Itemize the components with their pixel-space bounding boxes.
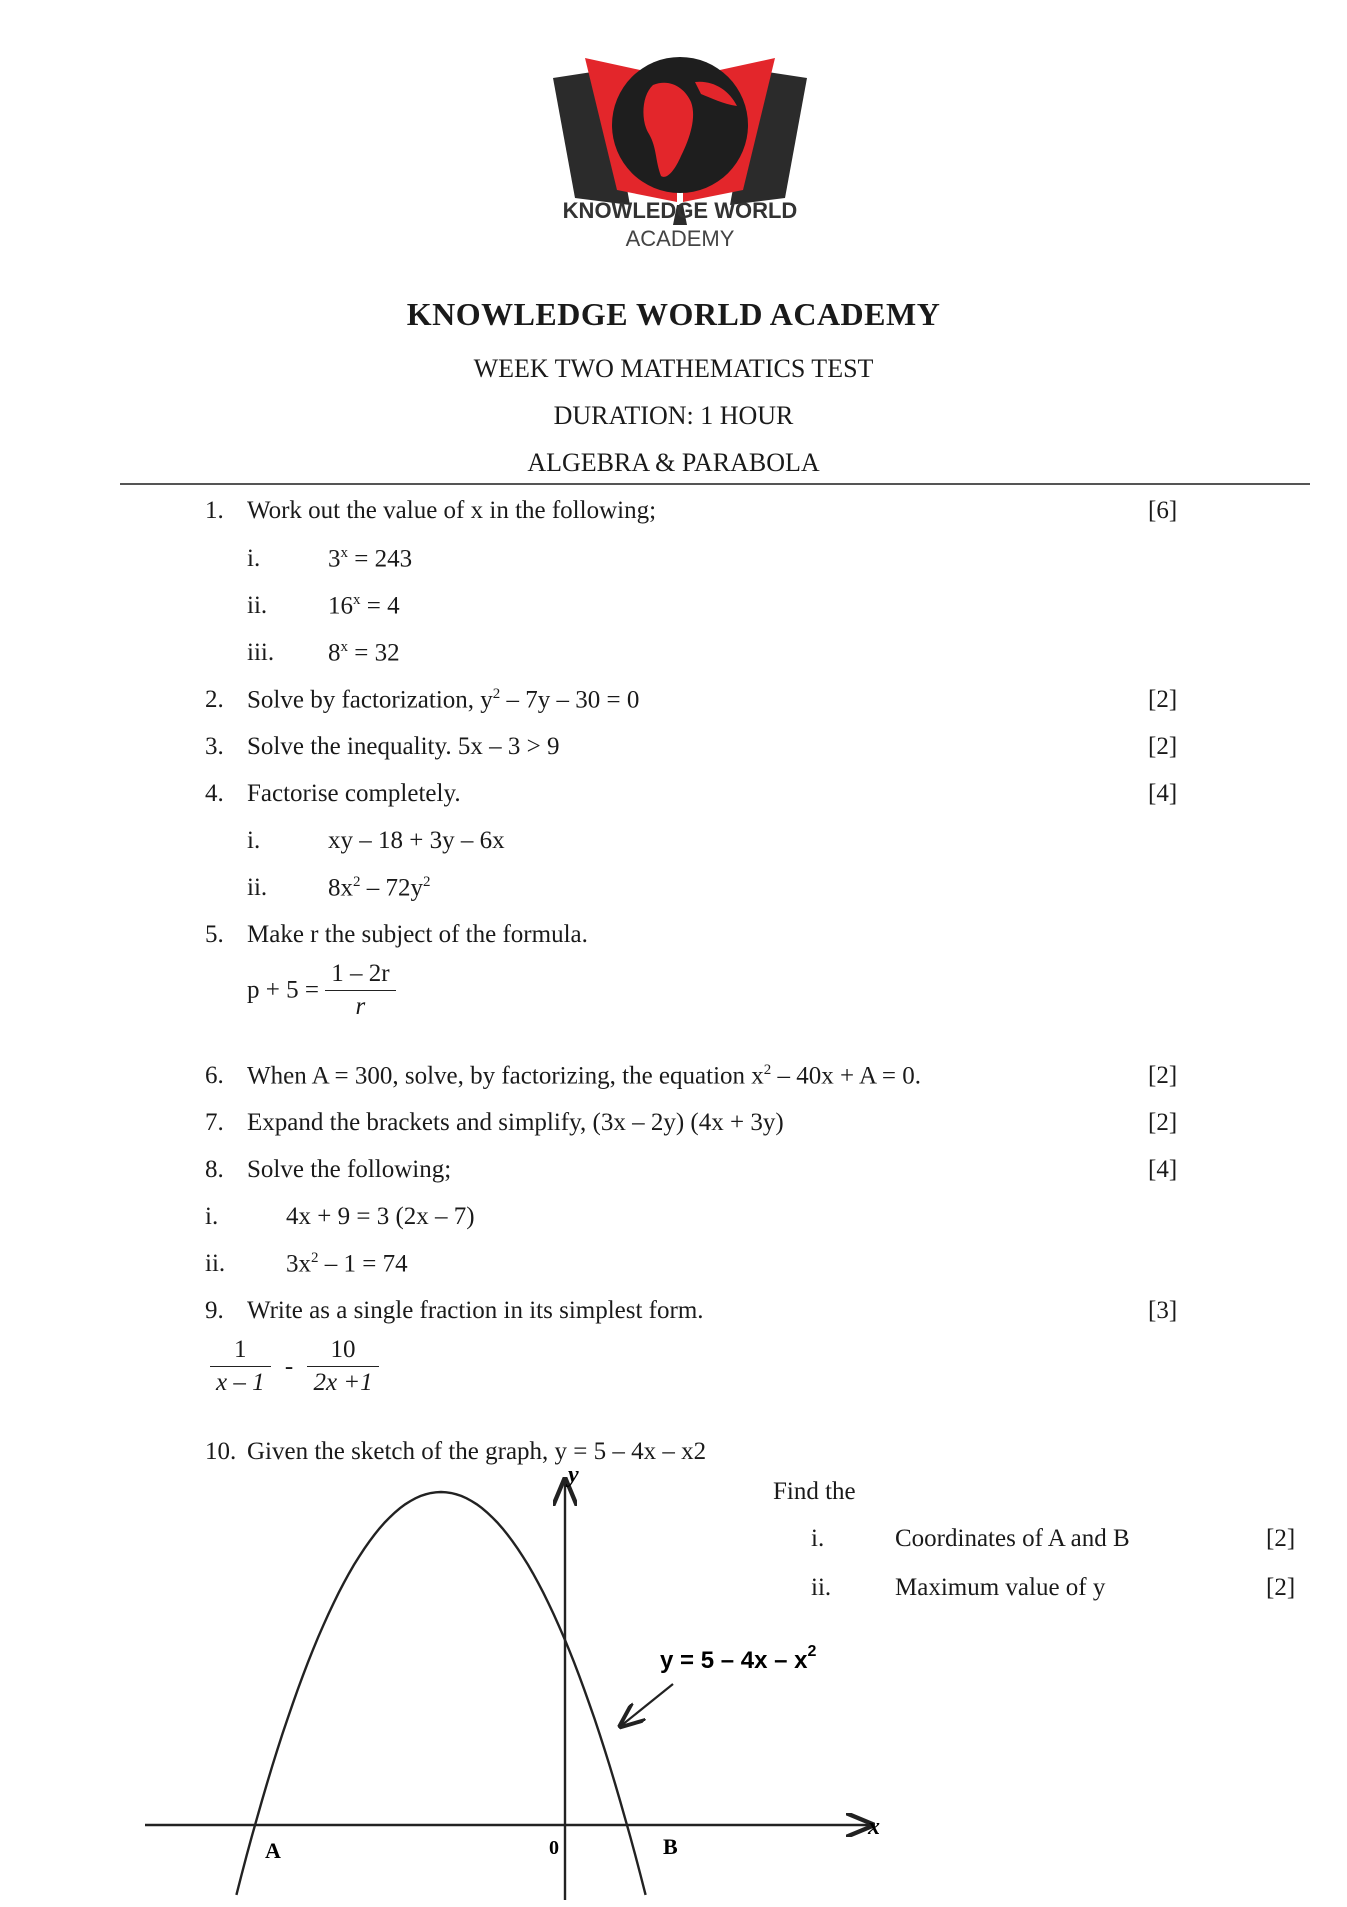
question-1-text: Work out the value of x in the following; [247, 497, 657, 524]
y-axis-label: y [568, 1470, 579, 1488]
point-a-label: A [265, 1838, 281, 1863]
origin-label: 0 [549, 1837, 559, 1859]
question-4-part-1-expr: xy – 18 + 3y – 6x [328, 827, 505, 854]
question-7-text: Expand the brackets and simplify, (3x – 2y) (4x + 3y) [247, 1109, 784, 1136]
question-6-text: When A = 300, solve, by factorizing, the equation $x^2 - 40x + A = 0$. [247, 1062, 922, 1090]
question-8-text: Solve the following; [247, 1156, 452, 1183]
question-1-part-2-expr: 16$^x$ = 4 [328, 592, 400, 620]
parabola-curve [236, 1492, 645, 1895]
question-7-marks: [2] [1148, 1109, 1178, 1136]
question-9-marks: [3] [1148, 1297, 1178, 1324]
question-4-part-2-expr: $8x^2 - 72y^2$ [328, 874, 431, 902]
question-4-marks: [4] [1148, 780, 1178, 807]
question-1-part-1-label: i. [247, 545, 261, 572]
question-8-number: 8. [205, 1156, 224, 1183]
question-4-part-2-label: ii. [247, 874, 268, 901]
question-9-number: 9. [205, 1297, 224, 1324]
question-10-part-1-label: i. [811, 1525, 825, 1552]
question-1-part-2-label: ii. [247, 592, 268, 619]
question-8-marks: [4] [1148, 1156, 1178, 1183]
logo-text-line2: ACADEMY [625, 226, 735, 251]
x-axis-label: x [868, 1814, 880, 1840]
question-6-marks: [2] [1148, 1062, 1178, 1089]
question-10-part-1-text: Coordinates of A and B [895, 1525, 1130, 1552]
question-10-part-2-text: Maximum value of y [895, 1574, 1106, 1601]
question-10-number: 10. [205, 1438, 237, 1465]
question-6-number: 6. [205, 1062, 224, 1089]
question-3-marks: [2] [1148, 733, 1178, 760]
question-4-text: Factorise completely. [247, 780, 461, 807]
question-4-part-1-label: i. [247, 827, 261, 854]
parabola-graph [140, 1470, 900, 1900]
curve-equation-label: $y = 5 - 4x - x^2$ [660, 1643, 817, 1674]
question-5-number: 5. [205, 921, 224, 948]
question-2-text: Solve by factorization, $y^2 - 7y - 30 = 0$ [247, 686, 640, 714]
question-2-marks: [2] [1148, 686, 1178, 713]
school-name: KNOWLEDGE WORLD ACADEMY [406, 296, 941, 332]
test-topic: ALGEBRA & PARABOLA [527, 448, 820, 477]
question-8-part-2-label: ii. [205, 1250, 226, 1277]
question-9-fractions: $\frac{1}{x - 1}$ - $\frac{10}{2x +1}$ [210, 1336, 379, 1397]
question-7-number: 7. [205, 1109, 224, 1136]
question-1-part-3-expr: 8$^x$ = 32 [328, 639, 400, 667]
question-5-formula: p + 5 = $\frac{1 - 2r}{r}$ [247, 960, 396, 1021]
question-10-part-1-marks: [2] [1266, 1525, 1296, 1552]
curve-pointer-arrow [622, 1684, 673, 1725]
question-4-number: 4. [205, 780, 224, 807]
question-3-text: Solve the inequality. 5x – 3 > 9 [247, 733, 560, 760]
question-1-number: 1. [205, 497, 224, 524]
question-10-part-2-label: ii. [811, 1574, 832, 1601]
point-b-label: B [663, 1834, 678, 1859]
question-2-number: 2. [205, 686, 224, 713]
test-title: WEEK TWO MATHEMATICS TEST [473, 354, 874, 383]
question-1-part-3-label: iii. [247, 639, 275, 666]
question-1-part-1-expr: 3$^x$ = 243 [328, 545, 413, 573]
question-5-text: Make r the subject of the formula. [247, 921, 588, 948]
question-8-part-1-label: i. [205, 1203, 219, 1230]
question-3-number: 3. [205, 733, 224, 760]
question-1-marks: [6] [1148, 497, 1178, 524]
logo-text-line1: KNOWLEDGE WORLD [562, 198, 798, 223]
question-9-text: Write as a single fraction in its simplest form. [247, 1297, 704, 1324]
question-10-text: Given the sketch of the graph, y = 5 – 4x – x2 [247, 1438, 707, 1465]
question-10-find: Find the [773, 1478, 856, 1505]
header-divider [120, 483, 1310, 485]
test-duration: DURATION: 1 HOUR [553, 401, 794, 430]
question-10-part-2-marks: [2] [1266, 1574, 1296, 1601]
question-8-part-1-expr: 4x + 9 = 3 (2x – 7) [286, 1203, 475, 1230]
question-8-part-2-expr: $3x^2 - 1 = 74$ [286, 1250, 408, 1278]
